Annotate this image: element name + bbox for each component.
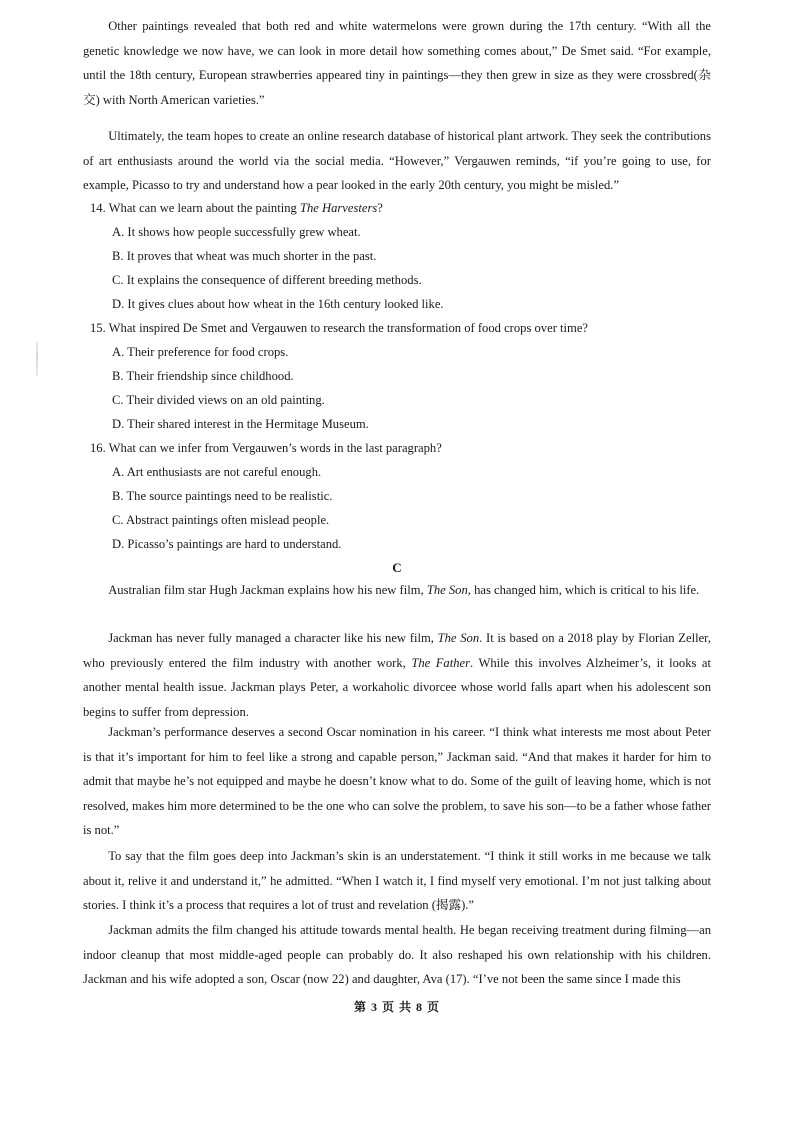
question-16-stem: 16. What can we infer from Vergauwen’s words in the last paragraph? [90,441,442,455]
question-16-option-c: C. Abstract paintings often mislead people. [112,513,330,527]
question-14-option-d: D. It gives clues about how wheat in the 16th century looked like. [112,297,444,311]
question-14-stem: 14. What can we learn about the painting The Harvesters? [90,201,383,215]
paragraph-mental-health: Jackman admits the film changed his attitude towards mental health. He began receiving treatment during filming—an indoor cleanup that most middle-aged people can probably do. It also reshaped his own relationship with his children. Jackman and his wife adopted a son, Oscar (now 22) and daughter, Ava (17). “I’ve not been the same since I made this [83,923,711,987]
paragraph-understatement: To say that the film goes deep into Jackman’s skin is an understatement. “I think it still works in me because we talk about it, relive it and understand it,” he admitted. “When I watch it, I find myself very emotional. I’m not just talking about stories. I think it’s a process that requires a lot of trust and revelation (揭露).” [83,849,711,913]
paragraph-performance: Jackman’s performance deserves a second Oscar nomination in his career. “I think what interests me most about Peter is that it’s important for him to feel like a strong and capable person,” Jackman said. “And that makes it harder for him to admit that maybe he’s not equipped and maybe he doesn’t know what to do. Some of the guilt of leaving home, which is not resolved, makes him more determined to be the one who can solve the problem, to save his son—to be a father whose father is not.” [83,725,711,838]
question-16-option-a: A. Art enthusiasts are not careful enough. [112,465,322,479]
question-16-option-d: D. Picasso’s paintings are hard to understand. [112,537,342,551]
question-15-option-a: A. Their preference for food crops. [112,345,289,359]
paragraph-database: Ultimately, the team hopes to create an online research database of historical plant artwork. They seek the contributions of art enthusiasts around the world via the social media. “However,” Vergauwen reminds, “if you’re going to use, for example, Picasso to try and understand how a pear looked in the early 20th century, you might be misled.” [83,129,711,193]
question-15-stem: 15. What inspired De Smet and Vergauwen to research the transformation of food crops over time? [90,321,589,335]
page-number-footer: 第 3 页 共 8 页 [353,1000,440,1014]
scan-margin-mark [36,342,38,376]
section-heading-c: C [392,560,402,575]
question-15-option-b: B. Their friendship since childhood. [112,369,294,383]
question-14-option-c: C. It explains the consequence of different breeding methods. [112,273,422,287]
question-14-option-b: B. It proves that wheat was much shorter in the past. [112,249,377,263]
paragraph-intro-jackman: Australian film star Hugh Jackman explains how his new film, The Son, has changed him, which is critical to his life. [108,583,700,597]
question-16-option-b: B. The source paintings need to be realistic. [112,489,333,503]
question-15-option-d: D. Their shared interest in the Hermitage Museum. [112,417,369,431]
question-15-option-c: C. Their divided views on an old painting. [112,393,325,407]
paragraph-watermelons: Other paintings revealed that both red and white watermelons were grown during the 17th century. “With all the genetic knowledge we now have, we can look in more detail how something comes about,” De Smet said. “For example, until the 18th century, European strawberries appeared tiny in paintings—they then grew in size as they were crossbred(杂交) with North American varieties.” [83,19,711,107]
question-14-option-a: A. It shows how people successfully grew wheat. [112,225,361,239]
paragraph-the-son: Jackman has never fully managed a character like his new film, The Son. It is based on a 2018 play by Florian Zeller, who previously entered the film industry with another work, The Father. While this involves Alzheimer’s, it looks at another mental health issue. Jackman plays Peter, a workaholic divorcee whose world falls apart when his adolescent son begins to suffer from depression. [83,631,711,719]
